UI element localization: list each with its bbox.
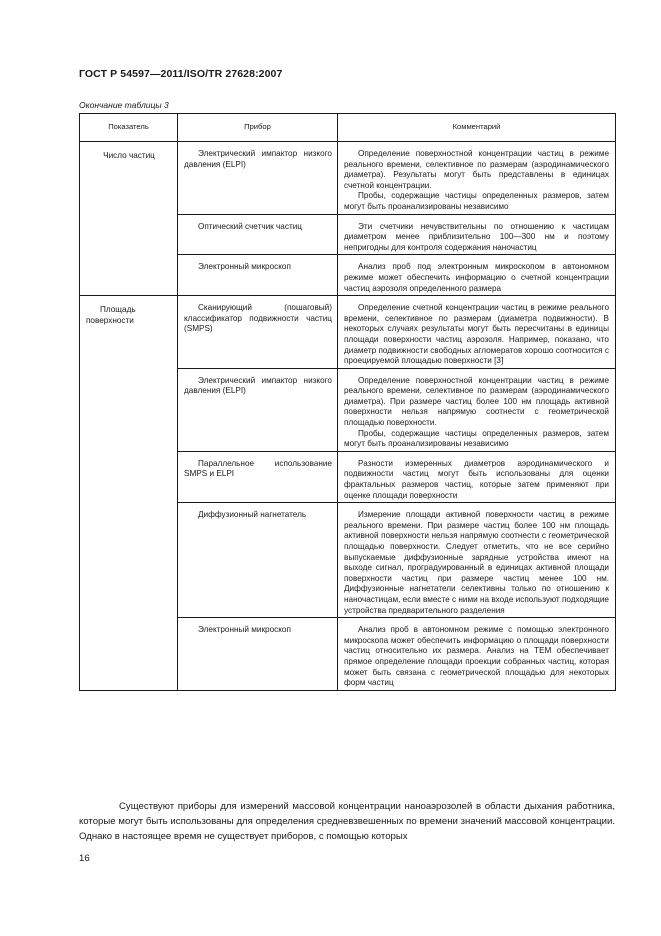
device-label: Сканирующий (пошаговый) классификатор подвижности частиц (SMPS) — [184, 303, 332, 334]
instruments-table — [79, 113, 616, 691]
table-caption: Окончание таблицы 3 — [79, 100, 169, 110]
comment-cell — [338, 296, 616, 369]
table-row — [80, 296, 616, 369]
device-cell — [178, 618, 338, 691]
indicator-label: Площадь поверхности — [86, 305, 136, 325]
document-header: ГОСТ Р 54597—2011/ISO/TR 27628:2007 — [79, 68, 283, 80]
column-header-device: Прибор — [178, 114, 338, 142]
comment-text: Анализ проб в автономном режиме с помощью электронного микроскопа может обеспечить информацию о площади поверхности частиц относительно их размера. Анализ на ТЕМ обеспечивает прямое определение площади проекции собранных частиц, которая может быть связана с геометрической площадью для некоторых форм частиц — [344, 625, 609, 688]
device-label: Диффузионный нагнетатель — [198, 510, 307, 520]
comment-cell — [338, 368, 616, 451]
device-label: Параллельное использование SMPS и ELPI — [184, 458, 332, 479]
device-cell — [178, 214, 338, 255]
device-cell — [178, 296, 338, 369]
comment-cell — [338, 503, 616, 618]
column-header-indicator: Показатель — [80, 114, 178, 142]
device-label: Оптический счетчик частиц — [198, 221, 302, 231]
comment-cell — [338, 618, 616, 691]
column-header-comment: Комментарий — [338, 114, 616, 142]
comment-cell — [338, 451, 616, 502]
comment-text: Измерение площади активной поверхности частиц в режиме реального времени. При размере частиц более 100 нм площадь активной поверхности нельзя напрямую соотнести с геометрической площадью поверхности. Следует отметить, что не все серийно выпускаемые диффузионные зарядные устройства имеют на выходе сигнал, проградуированный в единицах активной площади поверхности частиц при размере частиц менее 100 нм. Диффузионные нагнетатели селективны только по отношению к наночастицам, если вместе с ними на входе используют подходящие устройства предварительного разделения — [344, 510, 609, 615]
indicator-cell — [80, 296, 178, 691]
device-cell — [178, 451, 338, 502]
comment-text: Пробы, содержащие частицы определенных размеров, затем могут быть проанализированы независимо — [344, 191, 609, 211]
comment-cell — [338, 142, 616, 215]
comment-text: Разности измеренных диаметров аэродинамического и подвижности частиц могут быть использованы для оценки фрактальных размеров частиц, которые затем применяют при оценке площади поверхности — [344, 458, 609, 500]
device-cell — [178, 368, 338, 451]
comment-text: Эти счетчики нечувствительны по отношению к частицам диаметром менее приблизительно 100—300 нм и поэтому непригодны для контроля содержания наночастиц — [344, 221, 609, 252]
device-cell — [178, 255, 338, 296]
device-label: Электрический импактор низкого давления (ELPI) — [184, 375, 332, 396]
page-number: 16 — [79, 853, 90, 864]
device-label: Электрический импактор низкого давления (ELPI) — [184, 149, 332, 169]
comment-text: Пробы, содержащие частицы определенных размеров, затем могут быть проанализированы независимо — [344, 428, 609, 449]
indicator-cell — [80, 142, 178, 296]
table-row — [80, 142, 616, 215]
comment-text: Определение счетной концентрации частиц в режиме реального времени, селективное по размерам (диаметра подвижности). В некоторых случаях результаты могут быть пересчитаны в единицы площади поверхности частиц аэрозоля. Например, показано, что диаметр подвижности свободных агломератов хорошо соотносится с проецируемой площадью поверхности [3] — [344, 303, 609, 366]
table-header-row — [80, 114, 616, 142]
comment-text: Определение поверхностной концентрации частиц в режиме реального времени, селективное по размерам (аэродинамического диаметра). Результаты могут быть представлены в единицах счетной концентрации. — [344, 149, 609, 190]
comment-cell — [338, 255, 616, 296]
comment-text: Анализ проб под электронным микроскопом в автономном режиме может обеспечить информацию о счетной концентрации частиц аэрозоля определенного размера — [344, 262, 609, 293]
device-label: Электронный микроскоп — [198, 262, 291, 272]
device-label: Электронный микроскоп — [198, 625, 291, 635]
device-cell — [178, 503, 338, 618]
comment-cell — [338, 214, 616, 255]
comment-text: Определение поверхностной концентрации частиц в режиме реального времени, селективное по размерам (аэродинамического диаметра). При размере частиц более 100 нм площадь активной поверхности нельзя напрямую соотнести с геометрической площадью поверхности. — [344, 375, 609, 428]
body-paragraph: Существуют приборы для измерений массовой концентрации наноаэрозолей в области дыхания работника, которые могут быть использованы для определения средневзвешенных по времени значений массовой концентрации. Однако в настоящее время не существует приборов, с помощью которых — [79, 801, 615, 843]
device-cell — [178, 142, 338, 215]
indicator-label: Число частиц — [103, 151, 155, 160]
